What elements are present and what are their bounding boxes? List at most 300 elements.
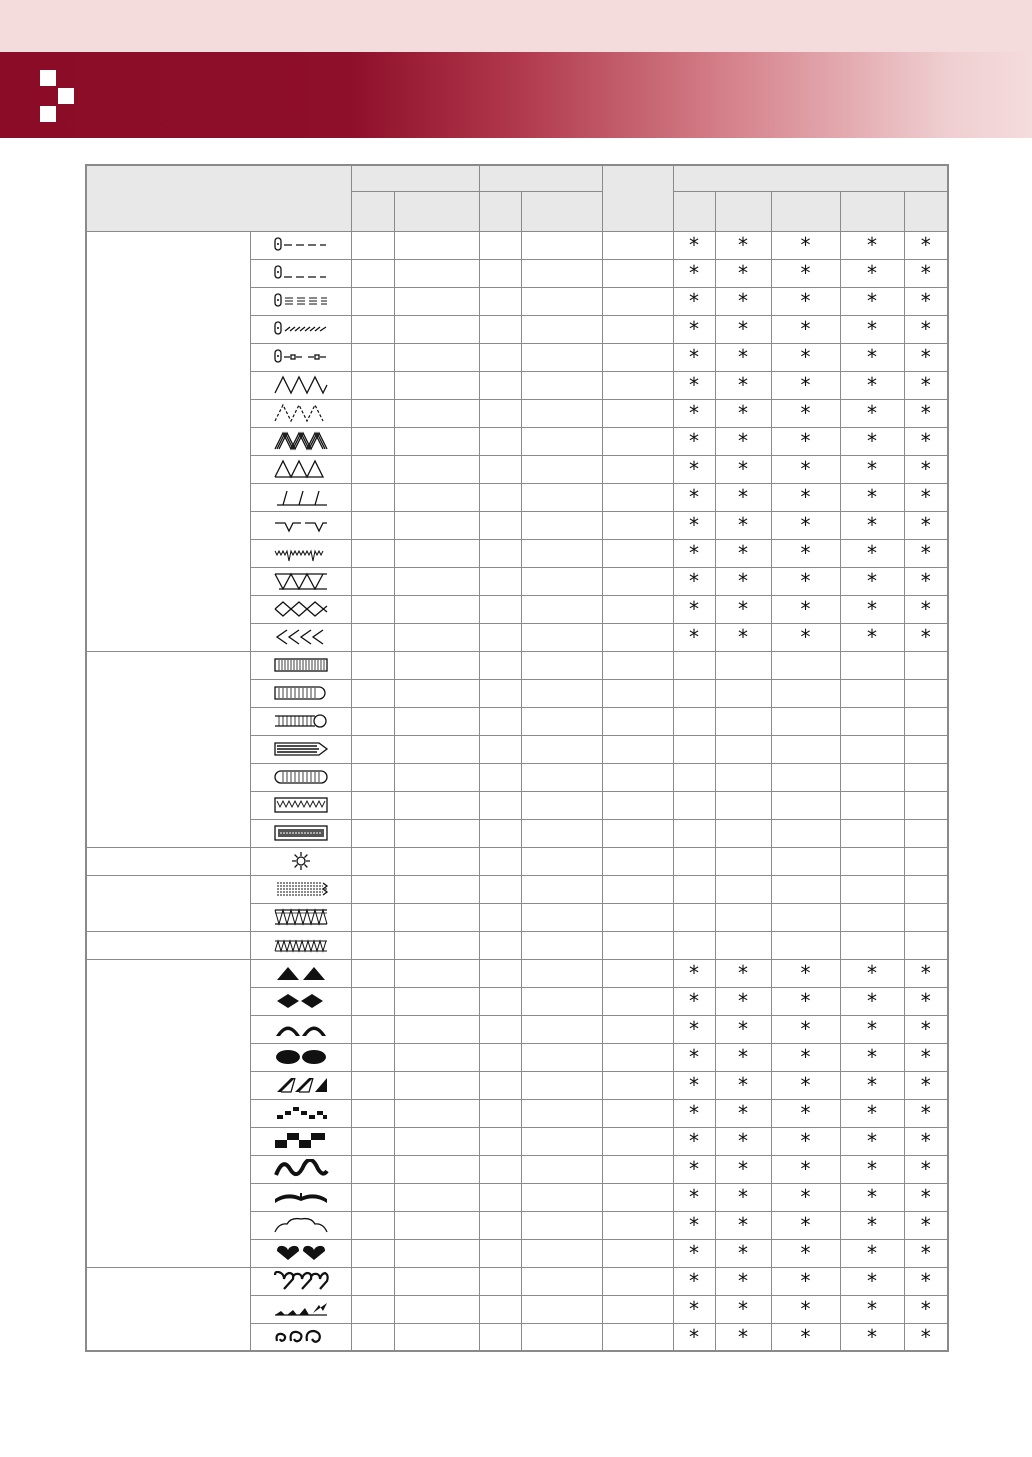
asterisk-mark: * (771, 287, 840, 315)
empty-cell (904, 791, 948, 819)
asterisk-mark: * (840, 1323, 904, 1351)
asterisk-mark: * (673, 1295, 715, 1323)
empty-cell (715, 707, 771, 735)
elastic-blind-hem-stitch-icon (250, 539, 351, 567)
empty-cell (394, 567, 479, 595)
empty-cell (394, 371, 479, 399)
empty-cell (479, 399, 521, 427)
empty-cell (394, 987, 479, 1015)
empty-cell (394, 343, 479, 371)
empty-cell (351, 987, 394, 1015)
asterisk-mark: * (715, 1295, 771, 1323)
category-cell (86, 959, 250, 1267)
asterisk-mark: * (715, 1239, 771, 1267)
bar-tack-stitch-icon (250, 903, 351, 931)
empty-cell (394, 791, 479, 819)
empty-cell (394, 959, 479, 987)
empty-cell (673, 847, 715, 875)
buttonhole-both-round-icon (250, 763, 351, 791)
stem-stitch-icon (250, 315, 351, 343)
asterisk-mark: * (673, 1071, 715, 1099)
empty-cell (351, 1015, 394, 1043)
table-row (86, 959, 948, 987)
empty-cell (351, 735, 394, 763)
asterisk-mark: * (673, 1323, 715, 1351)
asterisk-mark: * (904, 1155, 948, 1183)
empty-cell (602, 1043, 673, 1071)
buttonhole-keyhole-icon (250, 707, 351, 735)
table-row (86, 651, 948, 679)
empty-cell (602, 903, 673, 931)
asterisk-mark: * (715, 315, 771, 343)
asterisk-mark: * (673, 595, 715, 623)
asterisk-mark: * (715, 483, 771, 511)
empty-cell (715, 791, 771, 819)
buttonhole-round-end-icon (250, 679, 351, 707)
top-band (0, 0, 1032, 52)
empty-cell (521, 1323, 602, 1351)
empty-cell (479, 259, 521, 287)
decorative-straight-stitch-icon (250, 343, 351, 371)
asterisk-mark: * (715, 399, 771, 427)
buttonhole-tapered-icon (250, 735, 351, 763)
asterisk-mark: * (840, 539, 904, 567)
empty-cell (479, 903, 521, 931)
empty-cell (351, 315, 394, 343)
empty-cell (479, 1183, 521, 1211)
empty-cell (602, 707, 673, 735)
heart-outline-stitch-icon (250, 1267, 351, 1295)
empty-cell (394, 231, 479, 259)
header-group-3 (673, 165, 948, 191)
empty-cell (351, 1127, 394, 1155)
empty-cell (479, 987, 521, 1015)
asterisk-mark: * (673, 567, 715, 595)
header-group-2 (479, 165, 602, 191)
asterisk-mark: * (715, 1015, 771, 1043)
asterisk-mark: * (771, 511, 840, 539)
empty-cell (521, 1099, 602, 1127)
empty-cell (351, 875, 394, 903)
empty-cell (479, 735, 521, 763)
empty-cell (479, 847, 521, 875)
asterisk-mark: * (840, 511, 904, 539)
asterisk-mark: * (673, 371, 715, 399)
empty-cell (394, 511, 479, 539)
empty-cell (479, 315, 521, 343)
asterisk-mark: * (904, 1043, 948, 1071)
empty-cell (715, 931, 771, 959)
asterisk-mark: * (673, 1015, 715, 1043)
empty-cell (479, 1099, 521, 1127)
asterisk-mark: * (673, 1239, 715, 1267)
empty-cell (351, 1323, 394, 1351)
empty-cell (602, 483, 673, 511)
asterisk-mark: * (715, 1183, 771, 1211)
asterisk-mark: * (904, 1267, 948, 1295)
asterisk-mark: * (771, 1127, 840, 1155)
asterisk-mark: * (715, 231, 771, 259)
empty-cell (602, 1239, 673, 1267)
category-cell (86, 651, 250, 847)
empty-cell (351, 399, 394, 427)
asterisk-mark: * (840, 259, 904, 287)
empty-cell (351, 959, 394, 987)
empty-cell (394, 875, 479, 903)
leaf-stitch-icon (250, 1295, 351, 1323)
empty-cell (351, 847, 394, 875)
table-row (86, 847, 948, 875)
heart-satin-stitch-icon (250, 1239, 351, 1267)
empty-cell (479, 679, 521, 707)
logo-icon (40, 70, 76, 122)
asterisk-mark: * (673, 399, 715, 427)
empty-cell (351, 567, 394, 595)
empty-cell (521, 1211, 602, 1239)
asterisk-mark: * (673, 427, 715, 455)
empty-cell (479, 427, 521, 455)
asterisk-mark: * (840, 455, 904, 483)
header-sub (715, 191, 771, 231)
diamond-satin-stitch-icon (250, 987, 351, 1015)
asterisk-mark: * (771, 427, 840, 455)
empty-cell (521, 231, 602, 259)
empty-cell (479, 791, 521, 819)
straight-middle-stitch-icon (250, 259, 351, 287)
wave-satin-stitch-icon (250, 1155, 351, 1183)
empty-cell (673, 679, 715, 707)
empty-cell (771, 735, 840, 763)
empty-cell (394, 1323, 479, 1351)
empty-cell (394, 427, 479, 455)
empty-cell (521, 791, 602, 819)
empty-cell (479, 1015, 521, 1043)
asterisk-mark: * (904, 1015, 948, 1043)
empty-cell (479, 1071, 521, 1099)
empty-cell (351, 651, 394, 679)
buttonhole-square-icon (250, 651, 351, 679)
empty-cell (521, 1015, 602, 1043)
empty-cell (479, 1323, 521, 1351)
asterisk-mark: * (904, 315, 948, 343)
empty-cell (394, 1071, 479, 1099)
asterisk-mark: * (715, 511, 771, 539)
asterisk-mark: * (771, 959, 840, 987)
asterisk-mark: * (904, 483, 948, 511)
asterisk-mark: * (673, 315, 715, 343)
buttonhole-stretch-icon (250, 791, 351, 819)
dashed-zigzag-stitch-icon (250, 399, 351, 427)
empty-cell (521, 1071, 602, 1099)
asterisk-mark: * (840, 1071, 904, 1099)
empty-cell (351, 343, 394, 371)
empty-cell (521, 987, 602, 1015)
empty-cell (673, 707, 715, 735)
empty-cell (602, 735, 673, 763)
empty-cell (394, 1239, 479, 1267)
asterisk-mark: * (715, 1155, 771, 1183)
asterisk-mark: * (904, 231, 948, 259)
asterisk-mark: * (673, 287, 715, 315)
empty-cell (351, 763, 394, 791)
asterisk-mark: * (673, 455, 715, 483)
table-row (86, 231, 948, 259)
empty-cell (394, 819, 479, 847)
asterisk-mark: * (771, 567, 840, 595)
asterisk-mark: * (673, 1043, 715, 1071)
empty-cell (602, 399, 673, 427)
empty-cell (351, 1099, 394, 1127)
asterisk-mark: * (673, 1099, 715, 1127)
empty-cell (479, 1239, 521, 1267)
asterisk-mark: * (840, 399, 904, 427)
empty-cell (673, 931, 715, 959)
empty-cell (521, 819, 602, 847)
empty-cell (394, 1183, 479, 1211)
empty-cell (673, 875, 715, 903)
empty-cell (840, 791, 904, 819)
empty-cell (904, 735, 948, 763)
empty-cell (394, 1211, 479, 1239)
asterisk-mark: * (840, 483, 904, 511)
asterisk-mark: * (715, 1127, 771, 1155)
empty-cell (479, 287, 521, 315)
asterisk-mark: * (904, 1239, 948, 1267)
asterisk-mark: * (715, 1071, 771, 1099)
empty-cell (521, 735, 602, 763)
empty-cell (673, 903, 715, 931)
empty-cell (521, 623, 602, 651)
empty-cell (521, 1155, 602, 1183)
empty-cell (521, 847, 602, 875)
asterisk-mark: * (715, 427, 771, 455)
asterisk-mark: * (771, 539, 840, 567)
asterisk-mark: * (771, 1015, 840, 1043)
empty-cell (715, 819, 771, 847)
empty-cell (840, 651, 904, 679)
empty-cell (351, 371, 394, 399)
empty-cell (479, 623, 521, 651)
empty-cell (602, 539, 673, 567)
empty-cell (521, 1295, 602, 1323)
empty-cell (602, 567, 673, 595)
header-sub (904, 191, 948, 231)
asterisk-mark: * (715, 595, 771, 623)
zigzag-stitch-icon (250, 371, 351, 399)
empty-cell (715, 903, 771, 931)
empty-cell (602, 679, 673, 707)
empty-cell (479, 539, 521, 567)
asterisk-mark: * (715, 259, 771, 287)
empty-cell (394, 315, 479, 343)
empty-cell (351, 511, 394, 539)
asterisk-mark: * (673, 1155, 715, 1183)
asterisk-mark: * (904, 539, 948, 567)
asterisk-mark: * (904, 1211, 948, 1239)
asterisk-mark: * (771, 315, 840, 343)
empty-cell (351, 1155, 394, 1183)
header-sub (521, 191, 602, 231)
category-cell (86, 231, 250, 651)
empty-cell (602, 1015, 673, 1043)
empty-cell (840, 875, 904, 903)
asterisk-mark: * (904, 343, 948, 371)
empty-cell (521, 483, 602, 511)
empty-cell (394, 847, 479, 875)
empty-cell (479, 959, 521, 987)
asterisk-mark: * (715, 1099, 771, 1127)
empty-cell (904, 847, 948, 875)
arch-satin-stitch-icon (250, 1015, 351, 1043)
empty-cell (840, 679, 904, 707)
asterisk-mark: * (840, 567, 904, 595)
asterisk-mark: * (771, 1211, 840, 1239)
asterisk-mark: * (840, 1015, 904, 1043)
empty-cell (673, 791, 715, 819)
empty-cell (351, 1071, 394, 1099)
empty-cell (394, 903, 479, 931)
asterisk-mark: * (840, 343, 904, 371)
asterisk-mark: * (771, 343, 840, 371)
blind-hem-stitch-icon (250, 511, 351, 539)
asterisk-mark: * (840, 1295, 904, 1323)
empty-cell (351, 819, 394, 847)
asterisk-mark: * (840, 1211, 904, 1239)
asterisk-mark: * (904, 1323, 948, 1351)
asterisk-mark: * (904, 427, 948, 455)
empty-cell (351, 931, 394, 959)
empty-cell (771, 875, 840, 903)
empty-cell (904, 931, 948, 959)
asterisk-mark: * (771, 1043, 840, 1071)
empty-cell (351, 791, 394, 819)
empty-cell (521, 1239, 602, 1267)
asterisk-mark: * (840, 315, 904, 343)
empty-cell (394, 1099, 479, 1127)
empty-cell (521, 343, 602, 371)
empty-cell (602, 1267, 673, 1295)
empty-cell (602, 1211, 673, 1239)
stitch-table (85, 164, 949, 1352)
empty-cell (394, 259, 479, 287)
asterisk-mark: * (904, 511, 948, 539)
eyelet-icon (250, 847, 351, 875)
empty-cell (394, 679, 479, 707)
empty-cell (521, 315, 602, 343)
asterisk-mark: * (840, 371, 904, 399)
oval-satin-stitch-icon (250, 1043, 351, 1071)
empty-cell (602, 1155, 673, 1183)
header-sub (351, 191, 394, 231)
asterisk-mark: * (673, 231, 715, 259)
asterisk-mark: * (771, 1071, 840, 1099)
asterisk-mark: * (715, 539, 771, 567)
empty-cell (602, 819, 673, 847)
empty-cell (521, 651, 602, 679)
empty-cell (602, 343, 673, 371)
empty-cell (521, 875, 602, 903)
empty-cell (394, 1295, 479, 1323)
empty-cell (351, 595, 394, 623)
header-bar (0, 52, 1032, 138)
empty-cell (351, 231, 394, 259)
empty-cell (479, 343, 521, 371)
box-zigzag-stitch-icon (250, 567, 351, 595)
empty-cell (602, 623, 673, 651)
empty-cell (771, 679, 840, 707)
empty-cell (602, 455, 673, 483)
asterisk-mark: * (673, 1267, 715, 1295)
empty-cell (351, 287, 394, 315)
empty-cell (351, 1183, 394, 1211)
straight-left-stitch-icon (250, 231, 351, 259)
empty-cell (479, 511, 521, 539)
empty-cell (602, 1183, 673, 1211)
empty-cell (602, 595, 673, 623)
empty-cell (840, 931, 904, 959)
empty-cell (479, 483, 521, 511)
empty-cell (521, 539, 602, 567)
asterisk-mark: * (840, 1043, 904, 1071)
empty-cell (394, 455, 479, 483)
empty-cell (351, 1295, 394, 1323)
header-sub (840, 191, 904, 231)
empty-cell (479, 931, 521, 959)
empty-cell (394, 1155, 479, 1183)
asterisk-mark: * (715, 567, 771, 595)
empty-cell (602, 847, 673, 875)
scroll-stitch-icon (250, 1323, 351, 1351)
empty-cell (521, 567, 602, 595)
zigzag-bar-stitch-icon (250, 931, 351, 959)
empty-cell (602, 791, 673, 819)
asterisk-mark: * (771, 483, 840, 511)
asterisk-mark: * (771, 623, 840, 651)
asterisk-mark: * (771, 987, 840, 1015)
asterisk-mark: * (673, 259, 715, 287)
empty-cell (602, 959, 673, 987)
asterisk-mark: * (673, 483, 715, 511)
empty-cell (479, 1295, 521, 1323)
header-stitch (86, 165, 351, 231)
asterisk-mark: * (840, 1267, 904, 1295)
asterisk-mark: * (673, 343, 715, 371)
asterisk-mark: * (771, 1183, 840, 1211)
asterisk-mark: * (673, 987, 715, 1015)
empty-cell (521, 371, 602, 399)
empty-cell (394, 1043, 479, 1071)
empty-cell (840, 819, 904, 847)
empty-cell (479, 1211, 521, 1239)
empty-cell (521, 287, 602, 315)
empty-cell (351, 1043, 394, 1071)
empty-cell (479, 1155, 521, 1183)
asterisk-mark: * (840, 1183, 904, 1211)
empty-cell (351, 455, 394, 483)
asterisk-mark: * (840, 231, 904, 259)
empty-cell (771, 819, 840, 847)
asterisk-mark: * (715, 1323, 771, 1351)
asterisk-mark: * (673, 539, 715, 567)
empty-cell (479, 455, 521, 483)
empty-cell (771, 763, 840, 791)
asterisk-mark: * (715, 343, 771, 371)
asterisk-mark: * (715, 1043, 771, 1071)
empty-cell (771, 931, 840, 959)
empty-cell (351, 427, 394, 455)
asterisk-mark: * (904, 1183, 948, 1211)
asterisk-mark: * (840, 959, 904, 987)
